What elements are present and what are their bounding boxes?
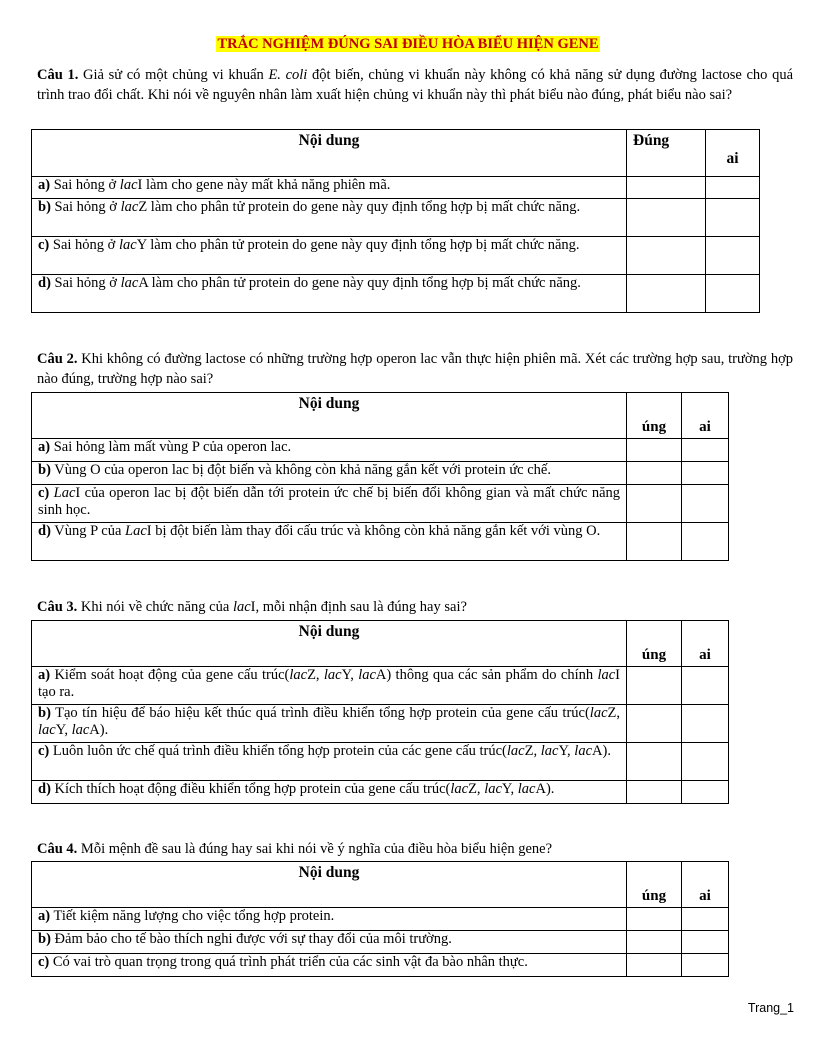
statement-cell: c) LacI của operon lac bị đột biến dẫn tới protein ức chế bị biến đổi không gian và mất chức năng sinh học. [32, 485, 627, 523]
table-row [32, 931, 729, 954]
statement-cell: a) Sai hỏng ở lacI làm cho gene này mất khả năng phiên mã. [32, 177, 627, 199]
table-row [32, 705, 729, 743]
true-header: Đúng [627, 130, 706, 177]
statement-cell: c) Có vai trò quan trọng trong quá trình phát triển của các sinh vật đa bào nhân thực. [32, 954, 627, 977]
false-answer-cell[interactable] [682, 485, 729, 523]
content-header: Nội dung [32, 130, 627, 177]
true-header: úng [627, 621, 682, 667]
table-row [32, 462, 729, 485]
false-answer-cell[interactable] [706, 199, 760, 237]
question-1-table [31, 129, 760, 313]
false-header: ai [682, 862, 729, 908]
true-answer-cell[interactable] [627, 523, 682, 561]
statement-cell: b) Sai hỏng ở lacZ làm cho phân tử protein do gene này quy định tổng hợp bị mất chức năng. [32, 199, 627, 237]
true-header: úng [627, 393, 682, 439]
table-row [32, 667, 729, 705]
statement-cell: d) Vùng P của LacI bị đột biến làm thay đổi cấu trúc và không còn khả năng gắn kết với vùng O. [32, 523, 627, 561]
true-answer-cell[interactable] [627, 705, 682, 743]
false-answer-cell[interactable] [682, 908, 729, 931]
table-header-row [32, 862, 729, 908]
table-row [32, 908, 729, 931]
statement-cell: a) Sai hỏng làm mất vùng P của operon lac. [32, 439, 627, 462]
table-header-row [32, 130, 760, 177]
table-header-row [32, 621, 729, 667]
false-header: ai [682, 621, 729, 667]
false-answer-cell[interactable] [682, 705, 729, 743]
table-row [32, 523, 729, 561]
false-answer-cell[interactable] [682, 462, 729, 485]
true-answer-cell[interactable] [627, 931, 682, 954]
content-header: Nội dung [32, 862, 627, 908]
table-row [32, 485, 729, 523]
true-answer-cell[interactable] [627, 485, 682, 523]
true-answer-cell[interactable] [627, 177, 706, 199]
false-answer-cell[interactable] [706, 177, 760, 199]
question-4-table [31, 861, 729, 977]
true-answer-cell[interactable] [627, 667, 682, 705]
false-header: ai [706, 130, 760, 177]
content-header: Nội dung [32, 621, 627, 667]
false-answer-cell[interactable] [682, 781, 729, 804]
true-answer-cell[interactable] [627, 199, 706, 237]
true-answer-cell[interactable] [627, 275, 706, 313]
true-answer-cell[interactable] [627, 743, 682, 781]
statement-cell: b) Tạo tín hiệu để báo hiệu kết thúc quá trình điều khiển tổng hợp protein của gene cấu trúc(lacZ, lacY, lacA). [32, 705, 627, 743]
true-answer-cell[interactable] [627, 781, 682, 804]
true-answer-cell[interactable] [627, 237, 706, 275]
false-answer-cell[interactable] [706, 275, 760, 313]
question-2-table [31, 392, 729, 561]
statement-cell: b) Đảm bảo cho tế bào thích nghi được với sự thay đổi của môi trường. [32, 931, 627, 954]
false-answer-cell[interactable] [682, 667, 729, 705]
false-answer-cell[interactable] [682, 954, 729, 977]
true-answer-cell[interactable] [627, 908, 682, 931]
false-answer-cell[interactable] [682, 743, 729, 781]
table-row [32, 439, 729, 462]
content-header: Nội dung [32, 393, 627, 439]
question-4-stem: Câu 4. Mỗi mệnh đề sau là đúng hay sai khi nói về ý nghĩa của điều hòa biểu hiện gene? [37, 841, 553, 857]
table-row [32, 275, 760, 313]
table-row [32, 199, 760, 237]
false-answer-cell[interactable] [682, 439, 729, 462]
false-header: ai [682, 393, 729, 439]
table-row [32, 743, 729, 781]
false-answer-cell[interactable] [682, 931, 729, 954]
question-3-table [31, 620, 729, 804]
table-header-row [32, 393, 729, 439]
false-answer-cell[interactable] [706, 237, 760, 275]
table-row [32, 237, 760, 275]
question-3-stem: Câu 3. Khi nói về chức năng của lacI, mỗi nhận định sau là đúng hay sai? [37, 599, 467, 615]
table-row [32, 177, 760, 199]
table-row [32, 954, 729, 977]
statement-cell: d) Kích thích hoạt động điều khiển tổng hợp protein của gene cấu trúc(lacZ, lacY, lacA). [32, 781, 627, 804]
document-title: TRẮC NGHIỆM ĐÚNG SAI ĐIỀU HÒA BIỂU HIỆN GENE [217, 36, 599, 52]
true-answer-cell[interactable] [627, 462, 682, 485]
true-answer-cell[interactable] [627, 439, 682, 462]
statement-cell: b) Vùng O của operon lac bị đột biến và không còn khả năng gắn kết với protein ức chế. [32, 462, 627, 485]
statement-cell: a) Tiết kiệm năng lượng cho việc tổng hợp protein. [32, 908, 627, 931]
table-row [32, 781, 729, 804]
statement-cell: c) Sai hỏng ở lacY làm cho phân tử protein do gene này quy định tổng hợp bị mất chức năng. [32, 237, 627, 275]
statement-cell: c) Luôn luôn ức chế quá trình điều khiển tổng hợp protein của các gene cấu trúc(lacZ, lacY, lacA). [32, 743, 627, 781]
false-answer-cell[interactable] [682, 523, 729, 561]
true-answer-cell[interactable] [627, 954, 682, 977]
statement-cell: d) Sai hỏng ở lacA làm cho phân tử protein do gene này quy định tổng hợp bị mất chức năng. [32, 275, 627, 313]
statement-cell: a) Kiểm soát hoạt động của gene cấu trúc(lacZ, lacY, lacA) thông qua các sản phẩm do chính lacI tạo ra. [32, 667, 627, 705]
page-number: Trang_1 [747, 1001, 794, 1015]
question-2-stem: Câu 2. Khi không có đường lactose có những trường hợp operon lac vẫn thực hiện phiên mã. Xét các trường hợp sau, trường hợp nào đúng, trường hợp nào sai? [37, 351, 793, 387]
question-1-stem: Câu 1. Giả sử có một chủng vi khuẩn E. coli đột biến, chủng vi khuẩn này không có khả năng sử dụng đường lactose cho quá trình trao đổi chất. Khi nói về nguyên nhân làm xuất hiện chủng vi khuẩn này thì phát biểu nào đúng, phát biểu nào sai? [37, 67, 794, 103]
true-header: úng [627, 862, 682, 908]
